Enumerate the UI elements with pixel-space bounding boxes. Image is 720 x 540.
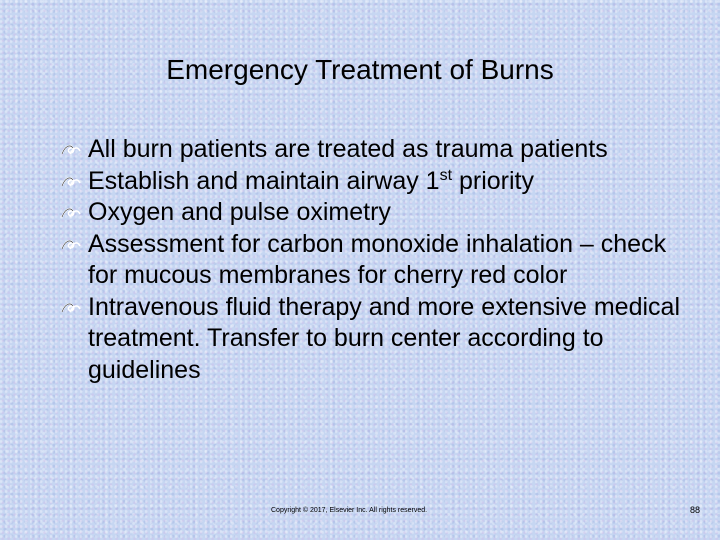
bullet-text: priority (452, 166, 534, 195)
bullet-item (60, 197, 680, 229)
bullet-item (60, 229, 680, 292)
flourish-bullet-icon (60, 142, 82, 158)
bullet-text: Assessment for carbon monoxide inhalation – check for mucous membranes for cherry red color (88, 229, 667, 289)
bullet-item (60, 134, 680, 166)
flourish-bullet-icon (60, 174, 82, 190)
bullet-text: Intravenous fluid therapy and more extensive medical treatment. Transfer to burn center according to guidelines (88, 292, 680, 384)
bullet-item (60, 166, 680, 198)
flourish-bullet-icon (60, 205, 82, 221)
page-number: 88 (690, 505, 701, 515)
bullet-text: Establish and maintain airway 1 (88, 166, 440, 195)
flourish-bullet-icon (60, 237, 82, 253)
bullet-item (60, 292, 680, 387)
copyright-notice: Copyright © 2017, Elsevier Inc. All rights reserved. (271, 507, 428, 514)
slide-title: Emergency Treatment of Burns (166, 54, 554, 85)
bullet-superscript: st (439, 166, 453, 184)
bullet-list (60, 134, 680, 386)
flourish-bullet-icon (60, 300, 82, 316)
bullet-text: Oxygen and pulse oximetry (88, 198, 391, 226)
bullet-text: All burn patients are treated as trauma patients (88, 135, 608, 163)
